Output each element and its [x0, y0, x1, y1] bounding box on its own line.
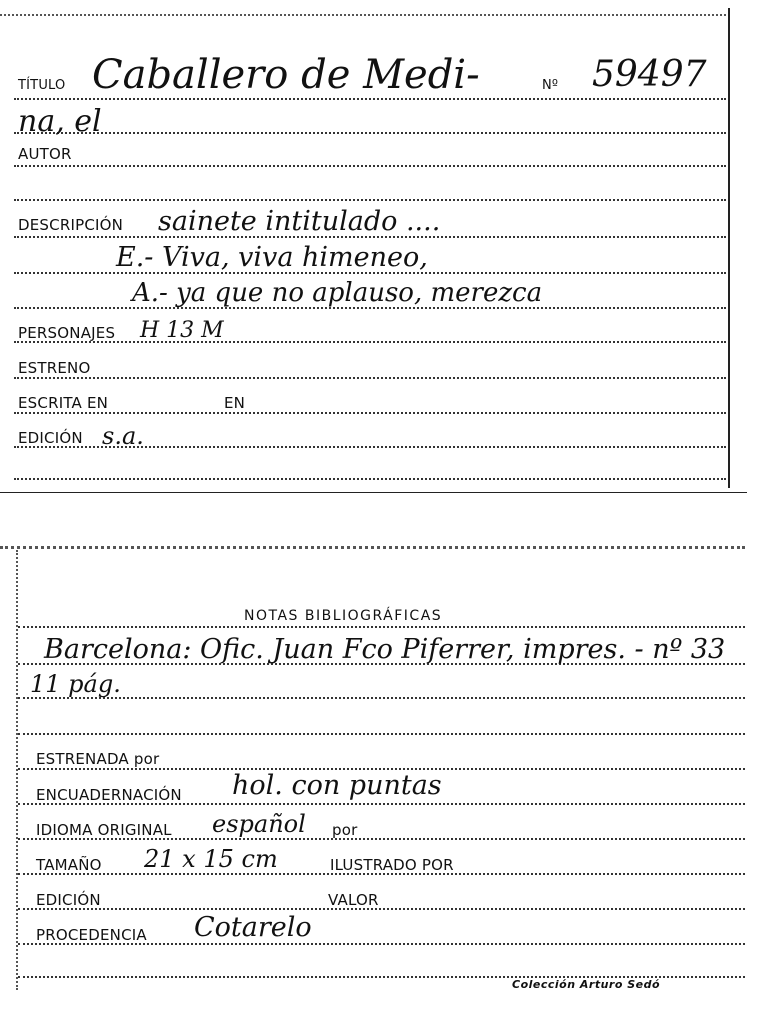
rule-line	[14, 132, 726, 134]
estrenada-por-label: ESTRENADA por	[36, 750, 160, 768]
rule-line	[14, 98, 726, 100]
personajes-label: PERSONAJES	[18, 324, 116, 342]
titulo-label: TÍTULO	[18, 78, 66, 93]
rule-line	[18, 908, 745, 910]
rule-line	[18, 733, 745, 735]
card-bottom-edge	[0, 492, 747, 493]
notas-line-1: Barcelona: Ofic. Juan Fco Piferrer, impres. - nº 33	[44, 634, 726, 665]
idioma-original-label: IDIOMA ORIGINAL	[36, 821, 172, 839]
rule-line	[14, 377, 726, 379]
descripcion-line-3: A.- ya que no aplauso, merezca	[132, 278, 543, 308]
descripcion-line-1: sainete intitulado ....	[158, 206, 441, 237]
tamano-label: TAMAÑO	[36, 856, 102, 874]
descripcion-line-2: E.- Viva, viva himeneo,	[116, 242, 428, 273]
catalog-card-front	[0, 0, 759, 495]
rule-line	[18, 697, 745, 699]
personajes-value: H 13 M	[140, 318, 224, 343]
rule-line	[18, 626, 745, 628]
edicion-label: EDICIÓN	[36, 891, 101, 909]
escrita-en-label: ESCRITA EN	[18, 394, 109, 412]
rule-line	[14, 165, 726, 167]
card-right-edge	[728, 8, 730, 488]
card-top-edge	[0, 14, 730, 16]
notas-bibliograficas-heading: NOTAS BIBLIOGRÁFICAS	[244, 608, 443, 624]
estreno-label: ESTRENO	[18, 359, 91, 377]
coleccion-caption: Colección Arturo Sedó	[512, 978, 661, 991]
valor-label: VALOR	[328, 891, 379, 909]
card-top-edge	[0, 546, 745, 549]
catalog-card-back	[0, 540, 759, 1028]
edicion-label: EDICIÓN	[18, 429, 83, 447]
en-label: EN	[224, 394, 246, 412]
tamano-value: 21 x 15 cm	[144, 845, 278, 873]
rule-line	[14, 341, 726, 343]
encuadernacion-value: hol. con puntas	[232, 770, 442, 801]
numero-label: Nº	[542, 78, 559, 93]
idioma-por-label: por	[332, 821, 358, 839]
encuadernacion-label: ENCUADERNACIÓN	[36, 786, 182, 804]
card-left-edge	[16, 550, 19, 990]
edicion-value: s.a.	[102, 422, 144, 450]
procedencia-label: PROCEDENCIA	[36, 926, 147, 944]
notas-line-2: 11 pág.	[30, 670, 121, 698]
descripcion-label: DESCRIPCIÓN	[18, 216, 124, 234]
autor-label: AUTOR	[18, 145, 72, 163]
numero-value: 59497	[592, 54, 707, 95]
rule-line	[14, 478, 726, 480]
idioma-original-value: español	[212, 810, 306, 838]
titulo-value-continuation: na, el	[18, 104, 102, 139]
titulo-value: Caballero de Medi-	[92, 52, 480, 98]
ilustrado-por-label: ILUSTRADO POR	[330, 856, 454, 874]
procedencia-value: Cotarelo	[194, 912, 312, 943]
rule-line	[14, 199, 726, 201]
rule-line	[14, 412, 726, 414]
